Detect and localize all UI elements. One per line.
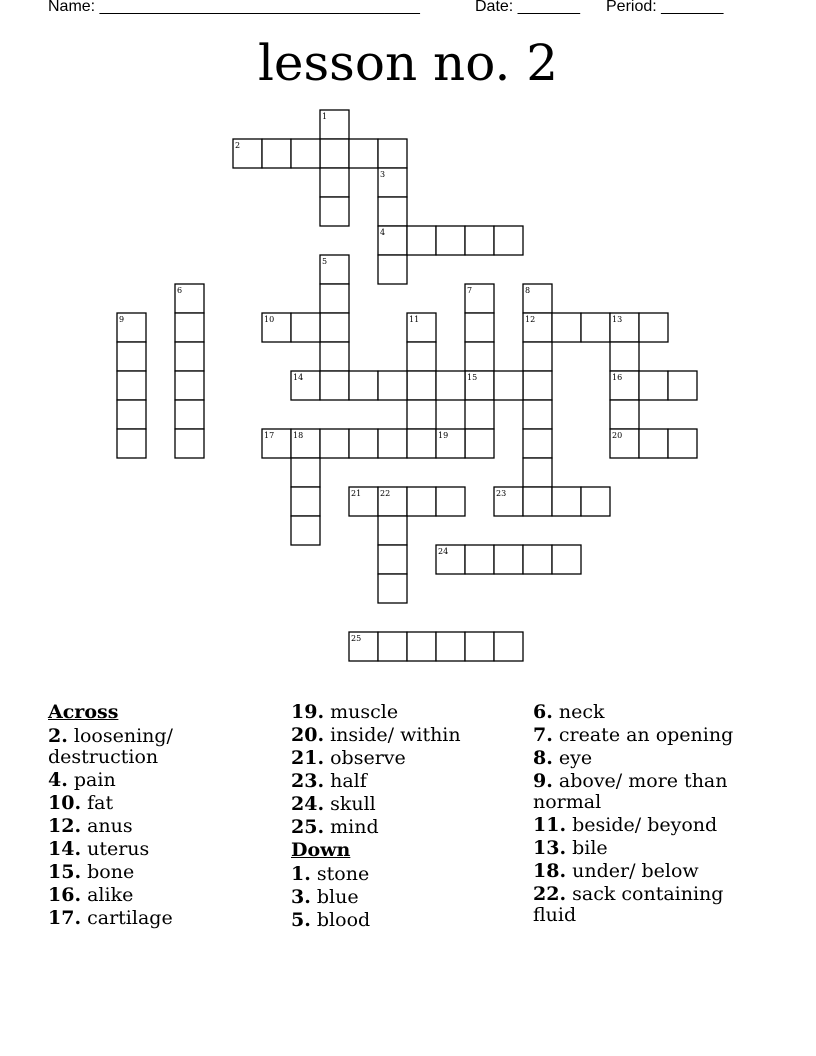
clue-text: neck: [558, 701, 605, 723]
grid-cell[interactable]: [117, 429, 146, 458]
grid-cell[interactable]: [320, 429, 349, 458]
grid-cell[interactable]: [349, 371, 378, 400]
grid-cell[interactable]: [407, 487, 436, 516]
grid-cell[interactable]: [581, 313, 610, 342]
cell-number: 20: [612, 431, 623, 440]
cell-number: 13: [612, 315, 623, 324]
grid-cell[interactable]: [291, 516, 320, 545]
grid-cell[interactable]: [639, 313, 668, 342]
grid-cell[interactable]: [581, 487, 610, 516]
grid-cell[interactable]: [436, 371, 465, 400]
grid-cell[interactable]: [407, 371, 436, 400]
clue-item: [291, 748, 511, 769]
clue-number: 6.: [533, 701, 553, 723]
cell-number: 3: [380, 170, 386, 179]
clue-item: [533, 815, 753, 836]
clue-number: 18.: [533, 860, 567, 882]
clue-item: [533, 771, 753, 813]
grid-cell[interactable]: [436, 632, 465, 661]
cell-number: 9: [119, 315, 125, 324]
clue-number: 10.: [48, 792, 82, 814]
clues-column-3: [533, 702, 753, 928]
clue-number: 23.: [291, 770, 325, 792]
cell-number: 19: [438, 431, 449, 440]
grid-cell[interactable]: [407, 632, 436, 661]
clue-number: 16.: [48, 884, 82, 906]
grid-cell[interactable]: [407, 429, 436, 458]
cell-number: 10: [264, 315, 275, 324]
grid-cell[interactable]: [117, 400, 146, 429]
grid-cell[interactable]: [175, 313, 204, 342]
clue-text: blood: [316, 909, 371, 931]
clue-item: [533, 884, 753, 926]
clues-column-1: [48, 702, 268, 931]
clue-item: [48, 885, 268, 906]
grid-cell[interactable]: [436, 487, 465, 516]
clue-text: inside/ within: [330, 724, 461, 746]
grid-cell[interactable]: [407, 226, 436, 255]
clues-column-2: [291, 702, 511, 933]
grid-cell[interactable]: [523, 487, 552, 516]
clue-text: above/ more than normal: [533, 770, 728, 813]
cell-number: 12: [525, 315, 536, 324]
cell-number: 25: [351, 634, 362, 643]
grid-cell[interactable]: [378, 632, 407, 661]
grid-cell[interactable]: [320, 197, 349, 226]
clue-text: anus: [87, 815, 133, 837]
clue-item: [291, 910, 511, 931]
grid-cell[interactable]: [175, 400, 204, 429]
clue-text: under/ below: [572, 860, 699, 882]
clue-text: stone: [316, 863, 370, 885]
clue-text: skull: [330, 793, 376, 815]
grid-cell[interactable]: [610, 400, 639, 429]
clue-text: loosening/ destruction: [48, 725, 173, 768]
clue-number: 17.: [48, 907, 82, 929]
clue-item: [533, 748, 753, 769]
cell-number: 21: [351, 489, 362, 498]
grid-cell[interactable]: [407, 400, 436, 429]
clue-text: bone: [87, 861, 135, 883]
grid-cell[interactable]: [465, 313, 494, 342]
clue-item: [291, 725, 511, 746]
clue-text: fat: [87, 792, 114, 814]
cell-number: 1: [322, 112, 328, 121]
grid-cell[interactable]: [291, 313, 320, 342]
clue-text: bile: [572, 837, 608, 859]
period-field: Period: _______: [606, 0, 724, 15]
cell-number: 14: [293, 373, 304, 382]
clue-item: [533, 725, 753, 746]
grid-cell[interactable]: [494, 226, 523, 255]
clue-text: alike: [87, 884, 134, 906]
cell-number: 2: [235, 141, 241, 150]
clue-number: 13.: [533, 837, 567, 859]
clue-number: 3.: [291, 886, 311, 908]
clue-number: 20.: [291, 724, 325, 746]
grid-cell[interactable]: [639, 371, 668, 400]
grid-cell[interactable]: [378, 429, 407, 458]
clue-item: [48, 726, 268, 768]
clue-text: sack containing fluid: [533, 883, 724, 926]
down_title-heading: Down: [291, 839, 351, 861]
clue-number: 2.: [48, 725, 68, 747]
clue-item: [291, 702, 511, 723]
cell-number: 15: [467, 373, 478, 382]
grid-cell[interactable]: [610, 342, 639, 371]
clue-item: [48, 839, 268, 860]
clue-item: [48, 908, 268, 929]
grid-cell[interactable]: [465, 226, 494, 255]
grid-cell[interactable]: [175, 429, 204, 458]
grid-cell[interactable]: [523, 400, 552, 429]
grid-cell[interactable]: [523, 342, 552, 371]
grid-cell[interactable]: [465, 342, 494, 371]
clue-number: 24.: [291, 793, 325, 815]
grid-cell[interactable]: [639, 429, 668, 458]
cell-number: 4: [380, 228, 386, 237]
grid-cell[interactable]: [291, 139, 320, 168]
grid-cell[interactable]: [378, 371, 407, 400]
cell-number: 22: [380, 489, 391, 498]
clue-text: half: [330, 770, 367, 792]
cell-number: 8: [525, 286, 531, 295]
grid-cell[interactable]: [320, 284, 349, 313]
clue-item: [533, 838, 753, 859]
grid-cell[interactable]: [320, 371, 349, 400]
clue-item: [48, 862, 268, 883]
clue-number: 22.: [533, 883, 567, 905]
grid-cell[interactable]: [378, 139, 407, 168]
grid-cell[interactable]: [291, 487, 320, 516]
grid-cell[interactable]: [291, 458, 320, 487]
grid-cell[interactable]: [378, 516, 407, 545]
clue-text: eye: [558, 747, 593, 769]
grid-cell[interactable]: [494, 632, 523, 661]
grid-cell[interactable]: [668, 371, 697, 400]
grid-cell[interactable]: [552, 545, 581, 574]
grid-cell[interactable]: [320, 139, 349, 168]
cell-number: 18: [293, 431, 304, 440]
page-title: lesson no. 2: [257, 34, 559, 92]
grid-cell[interactable]: [465, 400, 494, 429]
date-field: Date: _______: [475, 0, 580, 15]
cell-number: 17: [264, 431, 275, 440]
grid-cell[interactable]: [262, 139, 291, 168]
grid-cell[interactable]: [465, 545, 494, 574]
grid-cell[interactable]: [320, 342, 349, 371]
clue-number: 19.: [291, 701, 325, 723]
cell-number: 7: [467, 286, 473, 295]
clue-text: uterus: [87, 838, 150, 860]
clue-number: 1.: [291, 863, 311, 885]
clue-item: [291, 887, 511, 908]
cell-number: 5: [322, 257, 328, 266]
clue-number: 7.: [533, 724, 553, 746]
grid-cell[interactable]: [117, 342, 146, 371]
grid-cell[interactable]: [494, 371, 523, 400]
cell-number: 16: [612, 373, 623, 382]
grid-cell[interactable]: [494, 545, 523, 574]
grid-cell[interactable]: [523, 458, 552, 487]
grid-cell[interactable]: [378, 545, 407, 574]
clue-item: [291, 817, 511, 838]
cell-number: 6: [177, 286, 183, 295]
cell-number: 24: [438, 547, 449, 556]
clue-text: observe: [330, 747, 406, 769]
cell-number: 11: [409, 315, 420, 324]
name-field: Name: ____________________________________: [48, 0, 420, 15]
grid-cell[interactable]: [465, 632, 494, 661]
clue-item: [291, 864, 511, 885]
grid-cell[interactable]: [465, 429, 494, 458]
grid-cell[interactable]: [523, 371, 552, 400]
grid-cell[interactable]: [349, 139, 378, 168]
grid-cell[interactable]: [523, 545, 552, 574]
clue-item: [533, 702, 753, 723]
clue-text: cartilage: [87, 907, 173, 929]
grid-cell[interactable]: [320, 168, 349, 197]
cell-number: 23: [496, 489, 507, 498]
clue-number: 5.: [291, 909, 311, 931]
clue-number: 15.: [48, 861, 82, 883]
clue-item: [48, 770, 268, 791]
clue-number: 12.: [48, 815, 82, 837]
grid-cell[interactable]: [175, 342, 204, 371]
clue-item: [291, 794, 511, 815]
grid-cell[interactable]: [320, 313, 349, 342]
clue-item: [48, 793, 268, 814]
grid-cell[interactable]: [378, 255, 407, 284]
grid-cell[interactable]: [175, 371, 204, 400]
grid-cell[interactable]: [378, 574, 407, 603]
clue-number: 4.: [48, 769, 68, 791]
clue-number: 8.: [533, 747, 553, 769]
clue-item: [291, 771, 511, 792]
clue-item: [48, 816, 268, 837]
grid-cell[interactable]: [436, 226, 465, 255]
clue-text: create an opening: [558, 724, 734, 746]
grid-cell[interactable]: [407, 342, 436, 371]
clue-number: 21.: [291, 747, 325, 769]
clue-text: mind: [330, 816, 379, 838]
clue-number: 9.: [533, 770, 553, 792]
clue-text: pain: [73, 769, 116, 791]
clue-item: [533, 861, 753, 882]
grid-cell[interactable]: [378, 197, 407, 226]
grid-cell[interactable]: [552, 313, 581, 342]
clue-text: beside/ beyond: [572, 814, 718, 836]
clue-text: muscle: [330, 701, 399, 723]
grid-cell[interactable]: [552, 487, 581, 516]
clue-text: blue: [316, 886, 359, 908]
clue-number: 25.: [291, 816, 325, 838]
grid-cell[interactable]: [117, 371, 146, 400]
clue-number: 14.: [48, 838, 82, 860]
grid-cell[interactable]: [349, 429, 378, 458]
across_title-heading: Across: [48, 701, 119, 723]
grid-cell[interactable]: [668, 429, 697, 458]
grid-cell[interactable]: [523, 429, 552, 458]
clue-number: 11.: [533, 814, 567, 836]
